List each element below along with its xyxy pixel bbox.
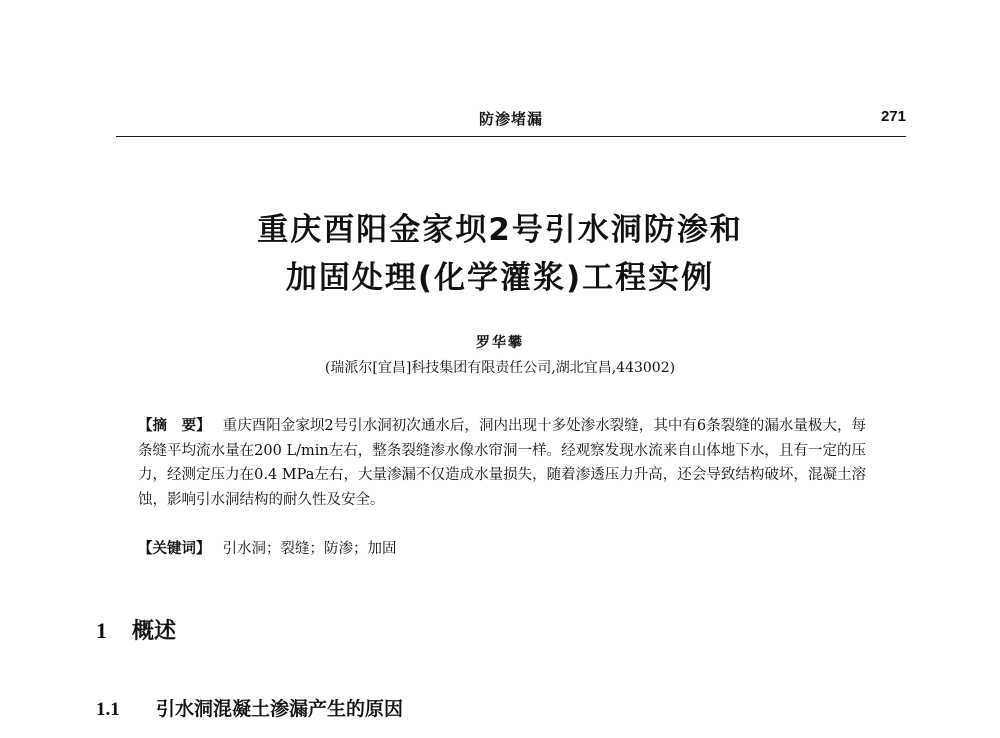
subsection-title-1-1: 引水洞混凝土渗漏产生的原因 (156, 698, 404, 720)
subsection-heading-1-1 (96, 694, 403, 721)
section-number-1: 1 (96, 618, 107, 643)
paper-title (100, 206, 900, 302)
header-rule (116, 136, 906, 137)
keywords (138, 537, 866, 561)
running-header-section: 防渗堵漏 (478, 110, 543, 128)
author-affiliation: (瑞派尔[宜昌]科技集团有限责任公司,湖北宜昌,443002) (324, 360, 676, 376)
paper-title-line-1: 重庆酉阳金家坝2号引水洞防渗和 (257, 212, 743, 248)
abstract-label: 【摘 要】 (138, 418, 211, 434)
page-number: 271 (880, 108, 906, 125)
subsection-number-1-1: 1.1 (96, 699, 120, 720)
abstract (138, 414, 866, 512)
author-name: 罗华攀 (476, 335, 524, 351)
running-header (116, 108, 906, 130)
keywords-text: 引水洞；裂缝；防渗；加固 (222, 541, 397, 557)
paper-title-line-2: 加固处理(化学灌浆)工程实例 (285, 260, 715, 296)
keywords-label: 【关键词】 (138, 541, 211, 557)
section-heading-1 (96, 614, 176, 645)
section-title-1: 概述 (132, 619, 177, 644)
abstract-text: 重庆酉阳金家坝2号引水洞初次通水后，洞内出现十多处渗水裂缝，其中有6条裂缝的漏水量极大，每条缝平均流水量在200 L/min左右，整条裂缝渗水像水帘洞一样。经观察发现水流来自山体地下水，且有一定的压力，经测定压力在0.4 MPa左右，大量渗漏不仅造成水量损失，随着渗透压力升高，还会导致结构破坏，混凝土溶蚀，影响引水洞结构的耐久性及安全。 (138, 418, 867, 508)
